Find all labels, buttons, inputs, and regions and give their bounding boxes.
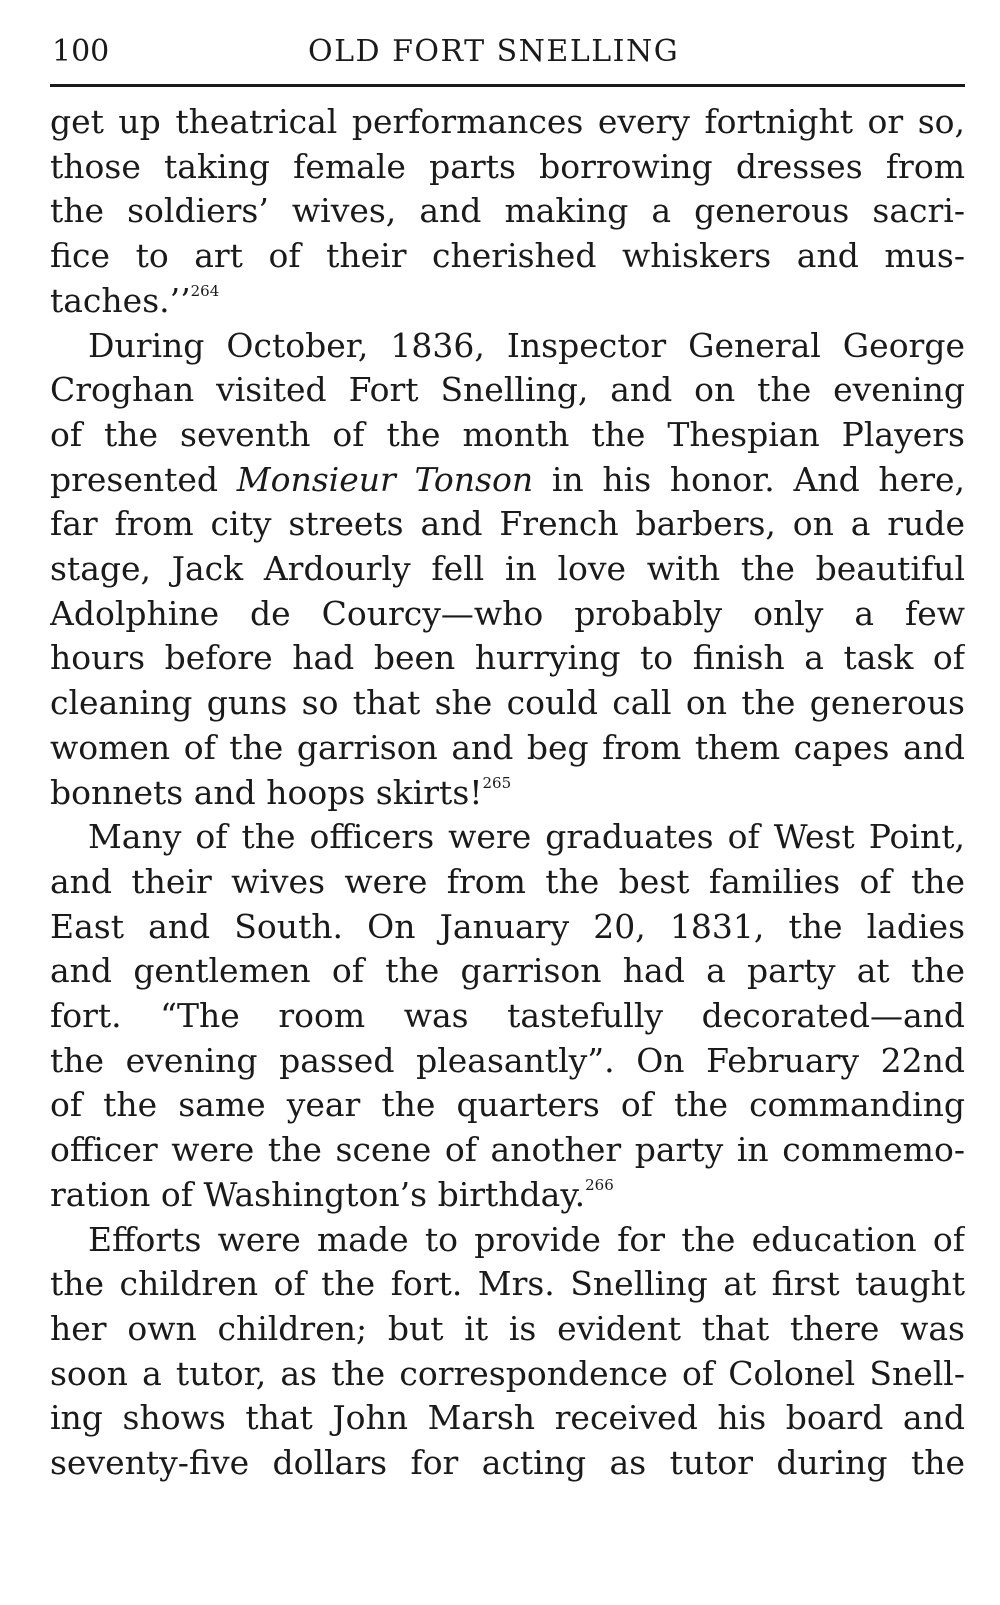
text-line: fort. “The room was tastefully decorated—and xyxy=(50,996,965,1036)
text-line: Efforts were made to provide for the education of xyxy=(88,1219,965,1259)
text-line xyxy=(50,1173,965,1218)
text-fragment: taches.’’ xyxy=(50,280,191,320)
paragraph-1 xyxy=(50,100,965,324)
text-line: get up theatrical performances every fortnight or so, xyxy=(50,102,965,141)
text-line: Croghan visited Fort Snelling, and on the evening xyxy=(50,370,965,410)
text-fragment: ration of Washington’s birthday. xyxy=(50,1174,586,1214)
text-line: far from city streets and French barbers, on a rude xyxy=(50,504,965,544)
footnote-ref: 266 xyxy=(585,1175,614,1194)
page-header xyxy=(50,28,965,72)
text-line: fice to art of their cherished whiskers and mus- xyxy=(50,236,965,276)
text-line: of the same year the quarters of the commanding xyxy=(50,1085,965,1125)
page-number: 100 xyxy=(52,34,110,69)
text-line: those taking female parts borrowing dresses from xyxy=(50,146,965,186)
text-line: the children of the fort. Mrs. Snelling at first taught xyxy=(50,1264,965,1304)
text-line: officer were the scene of another party in commemo- xyxy=(50,1130,965,1170)
text-line: During October, 1836, Inspector General George xyxy=(88,325,965,365)
text-line: Adolphine de Courcy—who probably only a few xyxy=(50,593,965,633)
text-line: Many of the officers were graduates of West Point, xyxy=(88,817,965,857)
text-fragment: presented xyxy=(50,459,237,499)
book-page xyxy=(50,28,965,1483)
paragraph-2 xyxy=(50,324,965,816)
header-rule xyxy=(50,84,965,87)
text-fragment: bonnets and hoops skirts! xyxy=(50,772,483,812)
text-fragment: in his honor. And here, xyxy=(533,459,965,499)
text-line: women of the garrison and beg from them capes and xyxy=(50,727,965,767)
text-line: East and South. On January 20, 1831, the ladies xyxy=(50,906,965,946)
text-line: the soldiers’ wives, and making a generous sacri- xyxy=(50,191,965,231)
text-line: of the seventh of the month the Thespian Players xyxy=(50,414,965,454)
running-title: OLD FORT SNELLING xyxy=(308,34,680,69)
text-line: cleaning guns so that she could call on the generous xyxy=(50,683,965,723)
text-line: seventy-five dollars for acting as tutor during the xyxy=(50,1443,965,1483)
paragraph-3 xyxy=(50,815,965,1217)
text-line: soon a tutor, as the correspondence of Colonel Snell- xyxy=(50,1353,965,1393)
paragraph-4 xyxy=(50,1218,965,1486)
text-line: ing shows that John Marsh received his board and xyxy=(50,1398,965,1438)
text-line: hours before had been hurrying to finish a task of xyxy=(50,638,965,678)
text-line: the evening passed pleasantly”. On February 22nd xyxy=(50,1040,965,1080)
text-line xyxy=(50,458,965,503)
footnote-ref: 264 xyxy=(190,281,220,300)
footnote-ref: 265 xyxy=(482,773,512,792)
text-line xyxy=(50,279,965,324)
body-text xyxy=(50,100,965,1486)
play-title: Monsieur Tonson xyxy=(236,459,534,499)
text-line: and their wives were from the best families of the xyxy=(50,861,965,901)
text-line: stage, Jack Ardourly fell in love with the beautiful xyxy=(50,549,965,589)
text-line: her own children; but it is evident that there was xyxy=(50,1308,965,1348)
text-line: and gentlemen of the garrison had a party at the xyxy=(50,951,965,991)
text-line xyxy=(50,771,965,816)
